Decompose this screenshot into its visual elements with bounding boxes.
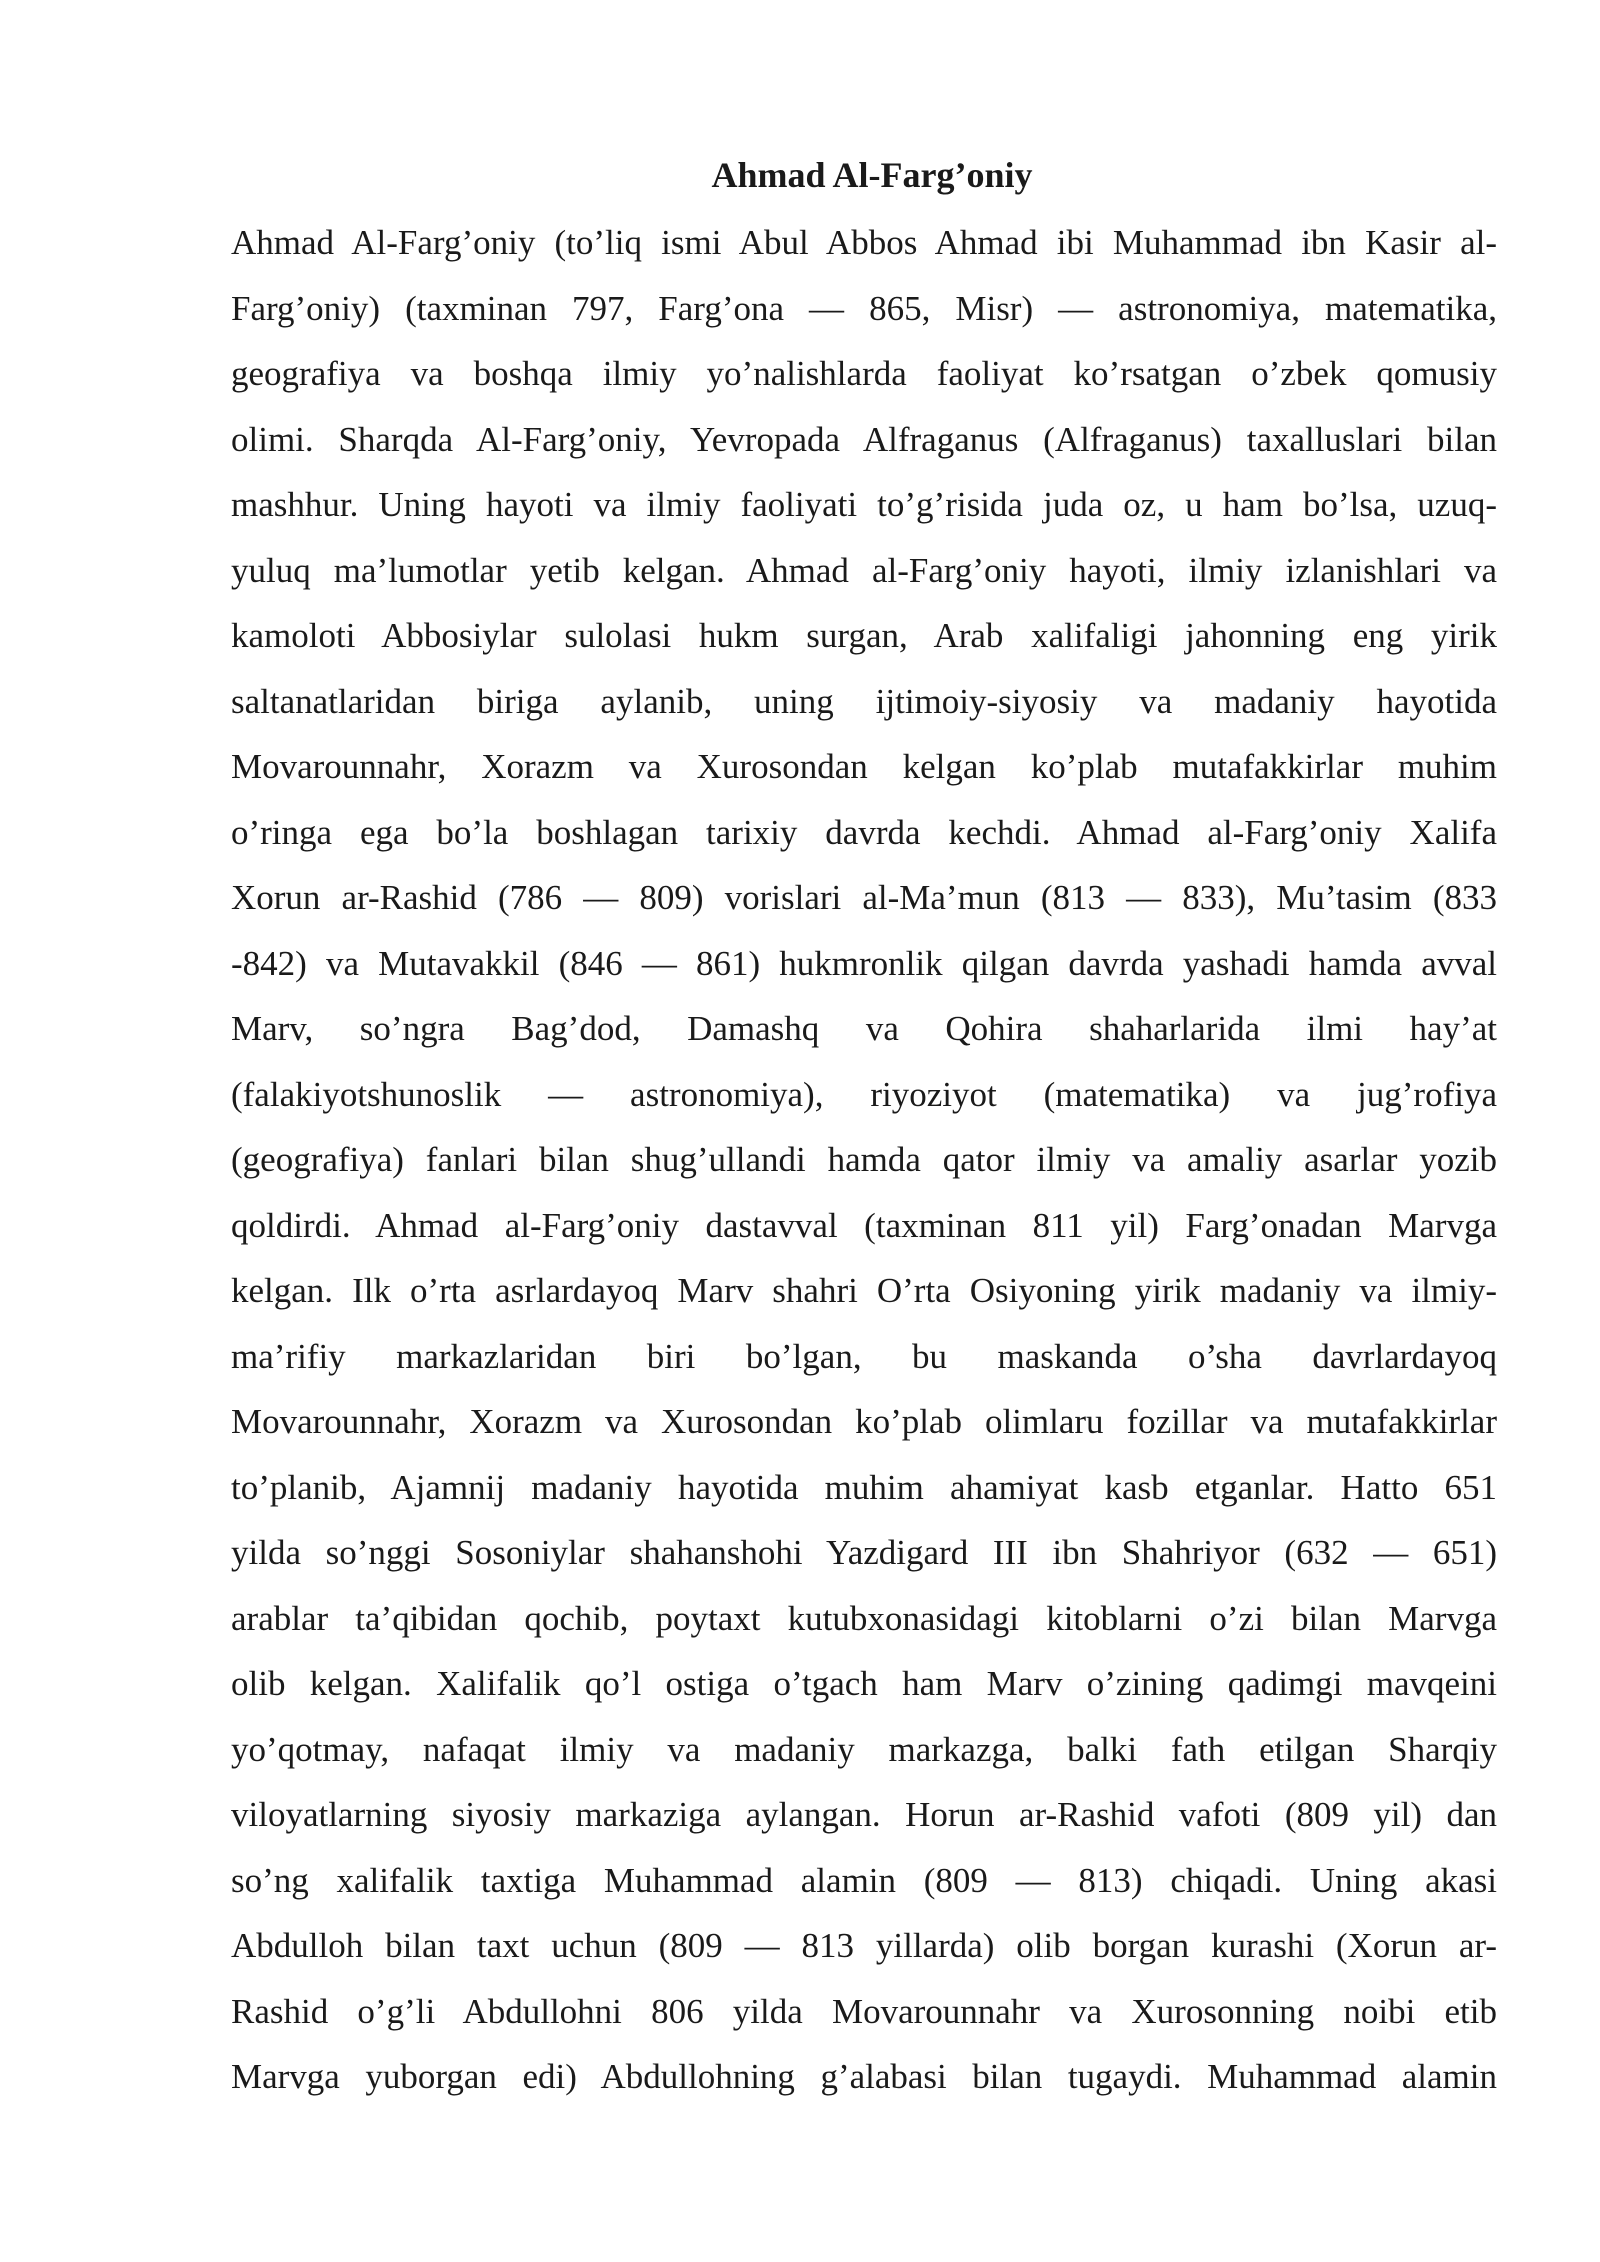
text-line: o’ringa ega bo’la boshlagan tarixiy davrda kechdi. Ahmad al-Farg’oniy Xalifa — [231, 812, 1497, 852]
text-line: (geografiya) fanlari bilan shug’ullandi hamda qator ilmiy va amaliy asarlar yozib — [231, 1140, 1497, 1179]
text-line: geografiya va boshqa ilmiy yo’nalishlarda faoliyat ko’rsatgan o’zbek qomusiy — [231, 354, 1497, 393]
text-line: yuluq ma’lumotlar yetib kelgan. Ahmad al-Farg’oniy hayoti, ilmiy izlanishlari va — [231, 550, 1497, 590]
text-line: so’ng xalifalik taxtiga Muhammad alamin (809 — 813) chiqadi. Uning akasi — [231, 1860, 1497, 1900]
text-line: olimi. Sharqda Al-Farg’oniy, Yevropada Alfraganus (Alfraganus) taxalluslari bilan — [231, 419, 1497, 459]
text-line: arablar ta’qibidan qochib, poytaxt kutubxonasidagi kitoblarni o’zi bilan Marvga — [231, 1598, 1497, 1638]
text-line: Movarounnahr, Xorazm va Xurosondan kelgan ko’plab mutafakkirlar muhim — [231, 747, 1497, 786]
text-line: Xorun ar-Rashid (786 — 809) vorislari al-Ma’mun (813 — 833), Mu’tasim (833 — [231, 878, 1497, 917]
text-line: kamoloti Abbosiylar sulolasi hukm surgan, Arab xalifaligi jahonning eng yirik — [231, 616, 1497, 655]
text-line: olib kelgan. Xalifalik qo’l ostiga o’tgach ham Marv o’zining qadimgi mavqeini — [231, 1664, 1497, 1703]
text-line: mashhur. Uning hayoti va ilmiy faoliyati to’g’risida juda oz, u ham bo’lsa, uzuq- — [231, 485, 1497, 524]
text-line: Abdulloh bilan taxt uchun (809 — 813 yillarda) olib borgan kurashi (Xorun ar- — [231, 1926, 1497, 1965]
document-body — [231, 210, 1497, 2110]
text-line: ma’rifiy markazlaridan biri bo’lgan, bu maskanda o’sha davrlardayoq — [231, 1336, 1497, 1376]
text-line: to’planib, Ajamnij madaniy hayotida muhim ahamiyat kasb etganlar. Hatto 651 — [231, 1467, 1497, 1507]
text-line: qoldirdi. Ahmad al-Farg’oniy dastavval (taxminan 811 yil) Farg’onadan Marvga — [231, 1205, 1497, 1245]
text-line: (falakiyotshunoslik — astronomiya), riyoziyot (matematika) va jug’rofiya — [231, 1074, 1497, 1114]
text-line: yilda so’nggi Sosoniylar shahanshohi Yazdigard III ibn Shahriyor (632 — 651) — [231, 1533, 1497, 1572]
text-line: Marvga yuborgan edi) Abdullohning g’alabasi bilan tugaydi. Muhammad alamin — [231, 2057, 1497, 2096]
text-line: kelgan. Ilk o’rta asrlardayoq Marv shahri O’rta Osiyoning yirik madaniy va ilmiy- — [231, 1271, 1497, 1310]
text-line: Marv, so’ngra Bag’dod, Damashq va Qohira shaharlarida ilmi hay’at — [231, 1009, 1497, 1048]
text-line: -842) va Mutavakkil (846 — 861) hukmronlik qilgan davrda yashadi hamda avval — [231, 943, 1497, 983]
text-line: Farg’oniy) (taxminan 797, Farg’ona — 865, Misr) — astronomiya, matematika, — [231, 288, 1497, 328]
text-line: Movarounnahr, Xorazm va Xurosondan ko’plab olimlaru fozillar va mutafakkirlar — [231, 1402, 1497, 1441]
document-title: Ahmad Al-Farg’oniy — [711, 155, 1033, 195]
text-line: Rashid o’g’li Abdullohni 806 yilda Movarounnahr va Xurosonning noibi etib — [231, 1991, 1497, 2031]
text-line: viloyatlarning siyosiy markaziga aylangan. Horun ar-Rashid vafoti (809 yil) dan — [231, 1795, 1497, 1834]
text-line: Ahmad Al-Farg’oniy (to’liq ismi Abul Abbos Ahmad ibi Muhammad ibn Kasir al- — [231, 223, 1497, 262]
text-line: yo’qotmay, nafaqat ilmiy va madaniy markazga, balki fath etilgan Sharqiy — [231, 1729, 1497, 1769]
text-line: saltanatlaridan biriga aylanib, uning ijtimoiy-siyosiy va madaniy hayotida — [231, 681, 1497, 721]
